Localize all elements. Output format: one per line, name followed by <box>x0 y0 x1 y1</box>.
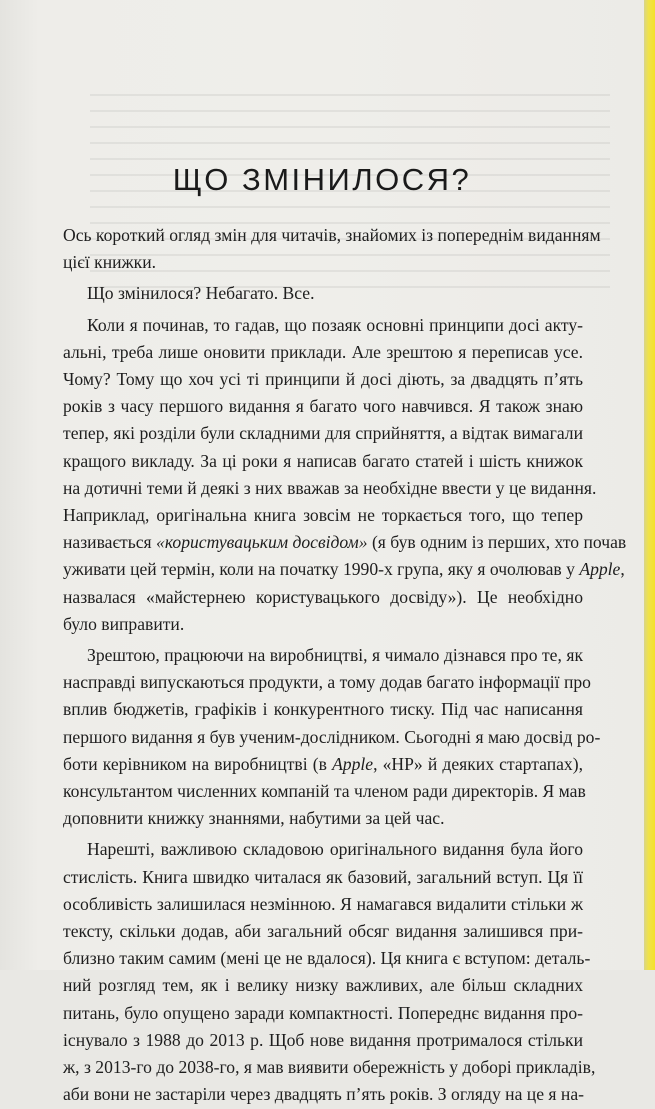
text-line: Що змінилося? Небагато. Все. <box>87 283 315 304</box>
text-line: Коли я починав, то гадав, що позаяк основні принципи досі акту- <box>87 314 583 335</box>
text-line: цієї книжки. <box>63 252 157 273</box>
paragraph <box>63 280 583 307</box>
text-line: насправді випускаються продукти, а тому додав багато інформації про <box>63 672 591 693</box>
text-line: називається «користувацьким досвідом» (я був одним із перших, хто почав <box>63 532 627 553</box>
text-line: Чому? Тому що хоч усі ті принципи й досі діють, за двадцять п’ять <box>63 369 583 390</box>
text-line: альні, треба лише оновити приклади. Але зрештою я переписав усе. <box>63 341 583 362</box>
text-line: Зрештою, працюючи на виробництві, я чимало дізнався про те, як <box>87 645 583 666</box>
text-line: стислість. Книга швидко читалася як базовий, загальний вступ. Ця її <box>63 866 583 887</box>
text-line: близно таким самим (мені це не вдалося). Ця книга є вступом: деталь- <box>63 948 591 969</box>
text-line: тепер, які розділи були складними для сприйняття, а відтак вимагали <box>63 423 583 444</box>
text-line: питань, було опущено заради компактності. Попереднє видання про- <box>63 1002 583 1023</box>
italic-term: «користувацьким досвідом» <box>156 532 368 553</box>
text-line: особливість залишилася незмінною. Я намагався видалити стільки ж <box>63 893 583 914</box>
text-line: кращого викладу. За ці роки я написав багато статей і шість книжок <box>63 450 583 471</box>
text-line: першого видання я був ученим-дослідником. Сьогодні я маю досвід ро- <box>63 726 601 747</box>
text-line: Нарешті, важливою складовою оригінального видання була його <box>87 839 583 860</box>
text-line: існувало з 1988 до 2013 р. Щоб нове видання протрималося стільки <box>63 1029 583 1050</box>
text-line: Ось короткий огляд змін для читачів, знайомих із попереднім виданням <box>63 225 601 245</box>
paragraph <box>63 642 601 832</box>
yellow-page-edge <box>644 0 655 970</box>
text-line: доповнити книжку знаннями, набутими за цей час. <box>63 808 445 829</box>
italic-term: Apple <box>579 559 621 580</box>
text-line: на дотичні теми й деякі з них вважав за необхідне ввести у це видання. <box>63 477 597 498</box>
paragraph <box>63 312 627 638</box>
text-line: було виправити. <box>63 613 185 634</box>
text-line: боти керівником на виробництві (в Apple, «HP» й деяких стартапах), <box>63 753 583 774</box>
text-line: ний розгляд тем, як і велику низку важливих, але більш складних <box>63 975 583 996</box>
text-line: уживати цей термін, коли на початку 1990-х група, яку я очолював у Apple, <box>63 559 625 580</box>
text-line: аби вони не застаріли через двадцять п’ять років. З огляду на це я на- <box>63 1084 584 1105</box>
italic-term: Apple <box>332 753 374 774</box>
page-title: ЩО ЗМІНИЛОСЯ? <box>172 162 472 197</box>
text-line: тексту, скільки додав, аби загальний обсяг видання залишився при- <box>63 921 583 942</box>
text-line: ж, з 2013-го до 2038-го, я мав виявити обережність у доборі прикладів, <box>63 1057 596 1078</box>
paragraph <box>63 222 601 276</box>
text-line: років з часу першого видання я багато чого навчився. Я також знаю <box>63 396 583 417</box>
paragraph <box>63 836 596 1108</box>
text-line: консультантом численних компаній та членом ради директорів. Я мав <box>63 781 586 802</box>
text-line: Наприклад, оригінальна книга зовсім не торкається того, що тепер <box>63 505 583 526</box>
body-text <box>63 222 627 1109</box>
text-line: вплив бюджетів, графіків і конкурентного тиску. Під час написання <box>63 699 583 720</box>
text-line: назвалася «майстернею користувацького досвіду»). Це необхідно <box>63 586 583 607</box>
